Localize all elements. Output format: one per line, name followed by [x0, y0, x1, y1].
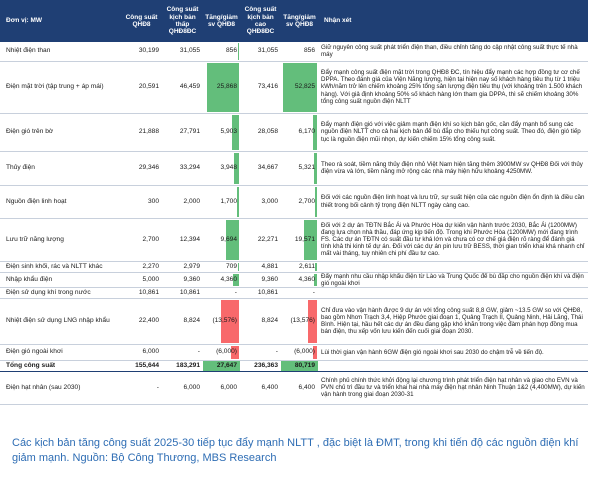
change-value: 25,868	[216, 83, 237, 91]
source-name: Nhập khẩu điện	[0, 272, 121, 287]
table-row	[0, 218, 588, 261]
positive-data-bar	[237, 187, 239, 217]
change-value: (6,000)	[216, 348, 237, 356]
comment: Đối với 2 dự án TĐTN Bắc Ái và Phước Hòa dự kiến vận hành trước 2030, Bắc Ái (1200MW) đang lựa chọn nhà thầu, đáp ứng kịp tiến độ. Trong khi Phước Hòa (1200MW) mới đang trình FS. Các dự án TĐTN có suất đầu tư khá lớn và chưa có cơ chế giá điện rõ ràng để đánh giá tính khả thi kinh tế dự án. Đối với các dự án pin lưu trữ BESS, thời gian triển khai khá nhanh chỉ mất vài tháng, tuy nhiên chi phí đầu tư cao.	[318, 218, 588, 261]
table-row	[0, 151, 588, 185]
comment	[318, 360, 588, 371]
change-vs-qhd8-high	[281, 42, 318, 61]
change-vs-qhd8-high	[281, 61, 318, 113]
change-vs-qhd8-low	[203, 298, 240, 344]
source-name: Tổng công suất	[0, 360, 121, 371]
qhd8-capacity: 29,346	[121, 151, 162, 185]
comment: Đẩy mạnh nhu cầu nhập khẩu điện từ Lào và Trung Quốc để bù đắp cho nguồn điện khí và điện gió ngoài khơi	[318, 272, 588, 287]
source-name: Điện mặt trời (tập trung + áp mái)	[0, 61, 121, 113]
change-vs-qhd8-low	[203, 287, 240, 298]
low-scenario-capacity: 10,861	[162, 287, 203, 298]
comment: Đẩy mạnh điện gió với việc giảm mạnh điện khí so kịch bản gốc, cần đẩy mạnh bổ sung các nguồn điện NLTT cho cả hai kịch bản để bù đắp cho thiếu hụt công suất. Theo đó, điện gió tiếp tục là nguồn điện mũi nhọn, dự kiến chiếm 15% tổng công suất.	[318, 113, 588, 151]
change-vs-qhd8-high	[281, 344, 318, 360]
change-value: -	[312, 288, 315, 296]
change-value: 856	[303, 47, 315, 55]
header-low-scenario: Công suất kịch bản thấp QHĐ8ĐC	[162, 0, 203, 42]
header-unit: Đơn vị: MW	[0, 0, 121, 42]
qhd8-capacity: 5,000	[121, 272, 162, 287]
source-name: Điện gió trên bờ	[0, 113, 121, 151]
positive-data-bar	[238, 263, 239, 271]
high-scenario-capacity: 34,667	[240, 151, 281, 185]
qhd8-capacity: 22,400	[121, 298, 162, 344]
change-vs-qhd8-low	[203, 261, 240, 272]
source-name: Điện hạt nhân (sau 2030)	[0, 371, 121, 404]
low-scenario-capacity: 2,979	[162, 261, 203, 272]
qhd8-capacity: 30,199	[121, 42, 162, 61]
low-scenario-capacity: 8,824	[162, 298, 203, 344]
source-name: Nhiệt điện than	[0, 42, 121, 61]
source-name: Điện sử dụng khí trong nước	[0, 287, 121, 298]
table-row	[0, 113, 588, 151]
change-vs-qhd8-high	[281, 272, 318, 287]
positive-data-bar	[315, 187, 317, 217]
change-value: 5,903	[220, 128, 237, 136]
change-vs-qhd8-high	[281, 261, 318, 272]
qhd8-capacity: -	[121, 371, 162, 404]
table-row	[0, 287, 588, 298]
change-vs-qhd8-low	[203, 344, 240, 360]
change-value: 856	[225, 47, 237, 55]
low-scenario-capacity: 2,000	[162, 185, 203, 218]
low-scenario-capacity: 27,791	[162, 113, 203, 151]
high-scenario-capacity: 22,271	[240, 218, 281, 261]
change-value: 4,360	[220, 275, 237, 283]
change-vs-qhd8-high	[281, 298, 318, 344]
total-row	[0, 360, 588, 371]
table-header-row	[0, 0, 588, 42]
high-scenario-capacity: -	[240, 344, 281, 360]
change-vs-qhd8-low	[203, 151, 240, 185]
change-value: 4,360	[298, 275, 315, 283]
qhd8-capacity: 2,270	[121, 261, 162, 272]
high-scenario-capacity: 9,360	[240, 272, 281, 287]
change-vs-qhd8-low	[203, 185, 240, 218]
change-value: 3,948	[220, 164, 237, 172]
high-scenario-capacity: 3,000	[240, 185, 281, 218]
qhd8-capacity: 10,861	[121, 287, 162, 298]
comment: Giữ nguyên công suất phát triển điện than, điều chỉnh tăng do cập nhật công suất thực tế nhà máy	[318, 42, 588, 61]
source-name: Điện sinh khối, rác và NLTT khác	[0, 261, 121, 272]
source-name: Thủy điện	[0, 151, 121, 185]
high-scenario-capacity: 10,861	[240, 287, 281, 298]
low-scenario-capacity: 183,291	[162, 360, 203, 371]
comment: Theo rà soát, tiềm năng thủy điện nhỏ Việt Nam hiện tăng thêm 3900MW sv QHĐ8 Đối với thủy điện vừa và lớn, tiềm năng mở rộng các nhà máy hiện hữu khoảng 4250MW.	[318, 151, 588, 185]
change-vs-qhd8-low	[203, 113, 240, 151]
change-vs-qhd8-high	[281, 151, 318, 185]
high-scenario-capacity: 6,400	[240, 371, 281, 404]
table-row	[0, 298, 588, 344]
change-value: (13,576)	[290, 317, 315, 325]
change-vs-qhd8-low	[203, 218, 240, 261]
low-scenario-capacity: 12,394	[162, 218, 203, 261]
high-scenario-capacity: 28,058	[240, 113, 281, 151]
qhd8-capacity: 21,888	[121, 113, 162, 151]
change-vs-qhd8-high	[281, 218, 318, 261]
low-scenario-capacity: -	[162, 344, 203, 360]
change-value: 9,694	[220, 235, 237, 243]
change-value: 5,321	[298, 164, 315, 172]
high-scenario-capacity: 31,055	[240, 42, 281, 61]
change-value: (13,576)	[212, 317, 237, 325]
comment: Chỉ đưa vào vận hành được 9 dự án với tổng công suất 8,8 GW, giảm ~13.5 GW so với QHĐ8, bao gồm Nhơn Trạch 3,4, Hiệp Phước giai đoạn 1, Quảng Trạch II, Quảng Ninh, Hải Lăng, Thái Bình. Hiện tại, hầu hết các dự án đều đang gặp khó khăn trong việc đàm phán hợp đồng mua bán điện, thu xếp vốn lưu kiến đến cuối giai đoạn 2030.	[318, 298, 588, 344]
qhd8-capacity: 20,591	[121, 61, 162, 113]
comment: Đẩy mạnh công suất điện mặt trời trong QHĐ8 ĐC, tín hiệu đẩy mạnh các hợp đồng tư cơ chế DPPA. Theo đánh giá của Viện Năng lượng, hiện tại hiện nay số khách hàng tiêu thụ từ 1 triệu kWh/năm trở lên chiếm khoảng 25% tổng sản lượng điện tiêu thụ (với khoảng trên 1.500 khách hàng). Với giả định khoảng 50% số khách hàng lớn tham gia DPPA, thì sẽ chiếm khoảng 30% tổng công suất nguồn điện NLTT	[318, 61, 588, 113]
comment	[318, 287, 588, 298]
comment	[318, 261, 588, 272]
table-row	[0, 344, 588, 360]
source-name: Điện gió ngoài khơi	[0, 344, 121, 360]
change-value: 709	[225, 262, 237, 270]
table-row	[0, 261, 588, 272]
change-value: 1,700	[220, 197, 237, 205]
comment: Đối với các nguồn điện linh hoạt và lưu trữ, sự suất hiện của các nguồn điện ổn định là điều cần thiết trong bối cảnh tỷ trọng điện NLTT ngày càng cao.	[318, 185, 588, 218]
change-vs-qhd8-low: 27,647	[203, 360, 240, 371]
qhd8-capacity: 6,000	[121, 344, 162, 360]
header-high-scenario: Công suất kịch bản cao QHĐ8ĐC	[240, 0, 281, 42]
positive-data-bar	[315, 263, 317, 271]
high-scenario-capacity: 8,824	[240, 298, 281, 344]
source-name: Lưu trữ năng lượng	[0, 218, 121, 261]
table-row	[0, 185, 588, 218]
low-scenario-capacity: 31,055	[162, 42, 203, 61]
header-comment: Nhận xét	[318, 0, 588, 42]
high-scenario-capacity: 4,881	[240, 261, 281, 272]
low-scenario-capacity: 6,000	[162, 371, 203, 404]
header-change-high: Tăng/giảm sv QHĐ8	[281, 0, 318, 42]
change-value: -	[234, 288, 237, 296]
header-qhd8: Công suất QHĐ8	[121, 0, 162, 42]
figure-caption: Các kịch bản tăng công suất 2025-30 tiếp tục đẩy mạnh NLTT , đặc biệt là ĐMT, trong khi tiến độ các nguồn điện khí giảm mạnh. Nguồn: Bộ Công Thương, MBS Research	[12, 437, 579, 464]
source-name: Nguồn điện linh hoạt	[0, 185, 121, 218]
change-value: (6,000)	[294, 348, 315, 356]
source-name: Nhiệt điện sử dụng LNG nhập khẩu	[0, 298, 121, 344]
high-scenario-capacity: 73,416	[240, 61, 281, 113]
high-scenario-capacity: 236,363	[240, 360, 281, 371]
change-vs-qhd8-low	[203, 272, 240, 287]
table-row	[0, 42, 588, 61]
qhd8-capacity: 2,700	[121, 218, 162, 261]
change-vs-qhd8-high: 80,719	[281, 360, 318, 371]
change-value: 2,611	[298, 262, 315, 270]
change-vs-qhd8-high	[281, 113, 318, 151]
change-value: 2,700	[298, 197, 315, 205]
comment: Chính phủ chính thức khởi động lại chương trình phát triển điện hạt nhân và giao cho EVN và PVN chủ trì đầu tư và triển khai hai nhà máy điện hạt nhân Ninh Thuận 1&2 (4,400MW), dự kiến vận hành trong giai đoạn 2030-31	[318, 371, 588, 404]
table-row	[0, 371, 588, 404]
change-value: 6,170	[298, 128, 315, 136]
change-value: 52,825	[294, 83, 315, 91]
change-vs-qhd8-low	[203, 42, 240, 61]
header-change-low: Tăng/giảm sv QHĐ8	[203, 0, 240, 42]
low-scenario-capacity: 33,294	[162, 151, 203, 185]
change-vs-qhd8-high	[281, 287, 318, 298]
table-row	[0, 272, 588, 287]
low-scenario-capacity: 46,459	[162, 61, 203, 113]
positive-data-bar	[238, 43, 239, 60]
comment: Lùi thời gian vận hành 6GW điện gió ngoài khơi sau 2030 do chậm trễ về tiến độ.	[318, 344, 588, 360]
qhd8-capacity: 300	[121, 185, 162, 218]
change-vs-qhd8-high: 6,400	[281, 371, 318, 404]
change-value: 19,571	[294, 235, 315, 243]
change-vs-qhd8-low: 6,000	[203, 371, 240, 404]
change-vs-qhd8-high	[281, 185, 318, 218]
qhd8-capacity: 155,644	[121, 360, 162, 371]
change-vs-qhd8-low	[203, 61, 240, 113]
table-row	[0, 61, 588, 113]
low-scenario-capacity: 9,360	[162, 272, 203, 287]
